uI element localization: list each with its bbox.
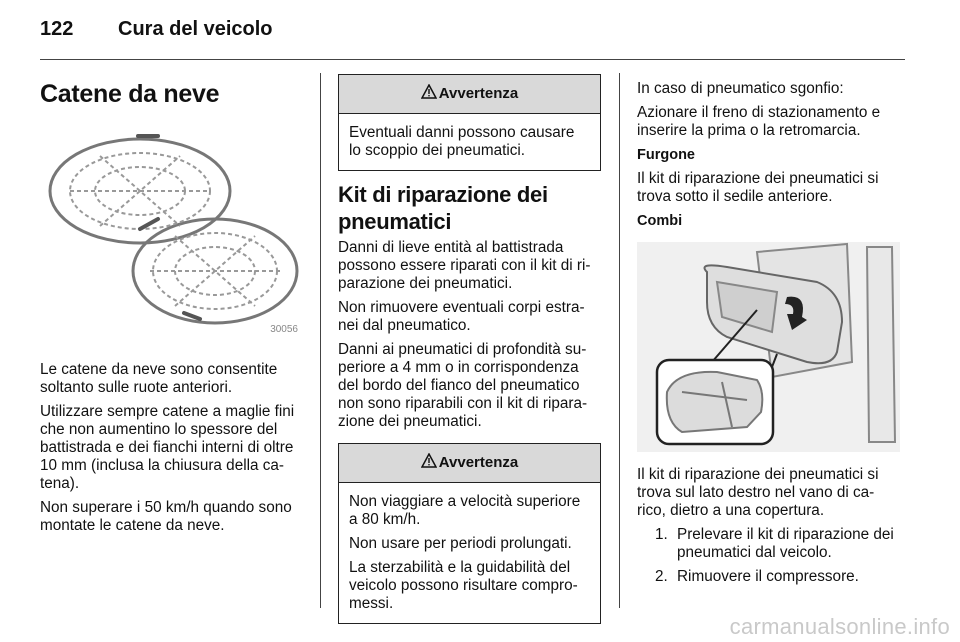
list-item: [637, 526, 902, 562]
paragraph: Il kit di riparazione dei pneumatici si trova sul lato destro nel vano di ca-rico, dietro a una copertura.: [637, 466, 879, 519]
chapter-title: Cura del veicolo: [118, 18, 273, 40]
snow-chains-icon: [40, 121, 302, 341]
warning-title: Avvertenza: [438, 454, 519, 471]
warning-line: Non usare per periodi prolungati.: [349, 535, 572, 552]
paragraph: Non rimuovere eventuali corpi estra-nei dal pneumatico.: [338, 299, 585, 334]
subheading-combi: Combi: [637, 213, 683, 229]
right-column: [637, 80, 902, 592]
warning-header: [339, 444, 600, 483]
warning-box: [338, 74, 601, 171]
steps-list: [637, 526, 902, 586]
list-item: [637, 568, 902, 586]
paragraph: Utilizzare sempre catene a maglie fini che non aumentino lo spessore del battistrada e dei fianchi interni di oltre 10 mm (inclusa la chiusura della ca-tena).: [40, 403, 295, 492]
warning-triangle-icon: [421, 453, 437, 473]
page-header: [40, 18, 920, 58]
step-number: 1.: [655, 526, 668, 543]
figure-number: 30056: [270, 324, 298, 335]
paragraph: Non superare i 50 km/h quando sono montate le catene da neve.: [40, 499, 292, 534]
paragraph: Azionare il freno di stazionamento e inserire la prima o la retromarcia.: [637, 104, 881, 139]
step-text: Rimuovere il compressore.: [677, 568, 859, 585]
repair-kit-location-illustration: [637, 242, 900, 452]
column-divider-right: [619, 73, 620, 608]
warning-title: Avvertenza: [438, 85, 519, 102]
warning-line: Non viaggiare a velocità superiore a 80 km/h.: [349, 493, 581, 528]
warning-triangle-icon: [421, 84, 437, 104]
warning-body: [339, 483, 600, 623]
warning-line: La sterzabilità e la guidabilità del veicolo possono risultare compro-messi.: [349, 559, 578, 612]
page-number: 122: [40, 18, 74, 40]
watermark: carmanualsonline.info: [729, 614, 950, 639]
column-divider-left: [320, 73, 321, 608]
snow-chains-illustration: [40, 121, 302, 341]
warning-box: [338, 443, 601, 624]
section-title-snow-chains: Catene da neve: [40, 80, 220, 108]
subheading-furgone: Furgone: [637, 147, 695, 163]
step-text: Prelevare il kit di riparazione dei pneumatici dal veicolo.: [677, 526, 894, 561]
section-title-tire-repair-kit: Kit di riparazione dei pneumatici: [338, 182, 548, 234]
paragraph: Danni di lieve entità al battistrada possono essere riparati con il kit di ri-parazione dei pneumatici.: [338, 239, 591, 292]
step-number: 2.: [655, 568, 668, 585]
left-column: [40, 80, 305, 541]
warning-text: Eventuali danni possono causare lo scoppio dei pneumatici.: [349, 124, 575, 159]
cargo-panel-icon: [637, 242, 900, 452]
paragraph: Danni ai pneumatici di profondità su-periore a 4 mm o in corrispondenza del bordo del fianco del pneumatico non sono riparabili con il kit di ripara-zione dei pneumatici.: [338, 341, 588, 430]
header-rule: [40, 59, 905, 60]
warning-body: [339, 114, 600, 170]
paragraph: Le catene da neve sono consentite soltanto sulle ruote anteriori.: [40, 361, 278, 396]
paragraph: In caso di pneumatico sgonfio:: [637, 80, 844, 97]
paragraph: Il kit di riparazione dei pneumatici si trova sotto il sedile anteriore.: [637, 170, 879, 205]
warning-header: [339, 75, 600, 114]
middle-column: [338, 74, 601, 624]
